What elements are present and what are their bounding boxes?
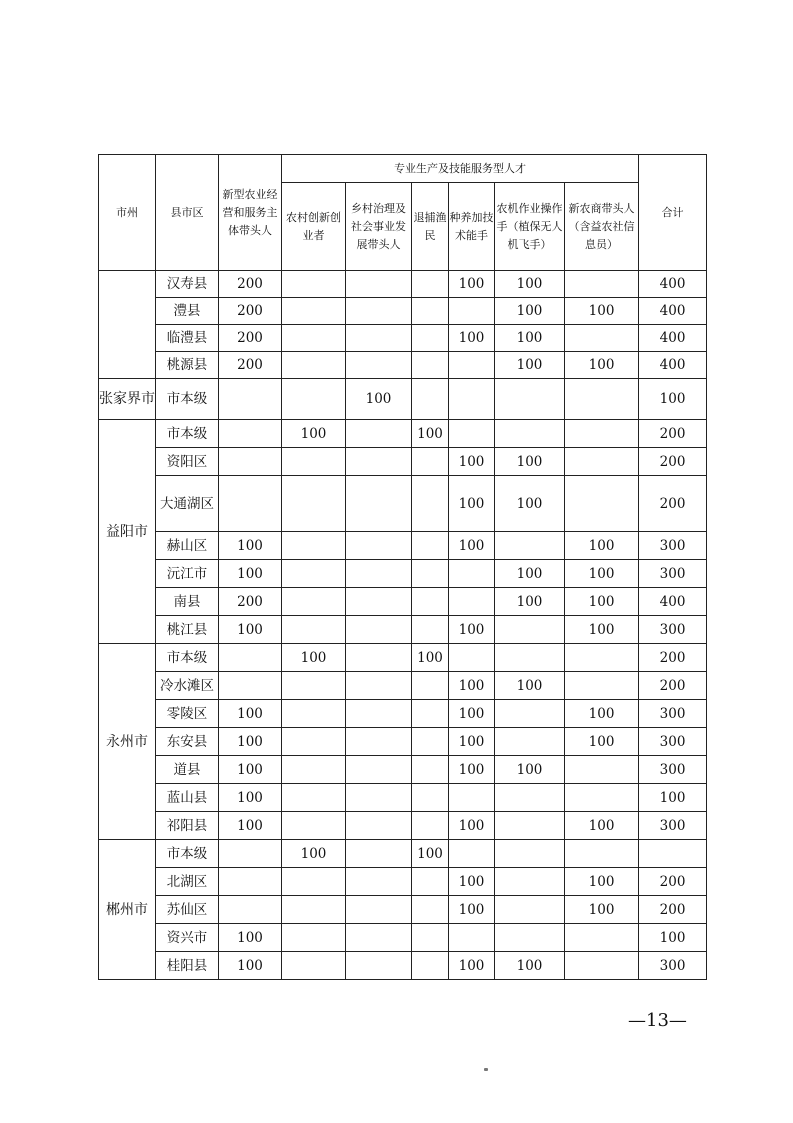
value-cell: 200 xyxy=(219,352,282,379)
total-cell: 200 xyxy=(639,448,707,476)
county-cell: 汉寿县 xyxy=(156,271,219,298)
value-cell xyxy=(282,700,346,728)
total-cell: 400 xyxy=(639,271,707,298)
value-cell xyxy=(412,476,449,532)
value-cell xyxy=(346,476,412,532)
value-cell: 100 xyxy=(412,840,449,868)
total-cell: 300 xyxy=(639,756,707,784)
value-cell xyxy=(346,644,412,672)
value-cell xyxy=(449,588,495,616)
value-cell: 100 xyxy=(449,672,495,700)
value-cell: 100 xyxy=(449,271,495,298)
value-cell xyxy=(495,532,565,560)
value-cell xyxy=(346,298,412,325)
total-cell: 200 xyxy=(639,644,707,672)
value-cell: 100 xyxy=(219,728,282,756)
city-cell: 张家界市 xyxy=(99,379,156,420)
county-cell: 苏仙区 xyxy=(156,896,219,924)
value-cell xyxy=(565,379,639,420)
value-cell xyxy=(412,532,449,560)
value-cell xyxy=(449,352,495,379)
value-cell: 100 xyxy=(565,896,639,924)
value-cell xyxy=(412,448,449,476)
table-row xyxy=(99,924,707,952)
value-cell xyxy=(495,784,565,812)
value-cell: 100 xyxy=(565,352,639,379)
county-cell: 冷水滩区 xyxy=(156,672,219,700)
value-cell xyxy=(495,700,565,728)
value-cell xyxy=(346,352,412,379)
value-cell xyxy=(219,644,282,672)
value-cell xyxy=(412,868,449,896)
total-cell: 300 xyxy=(639,728,707,756)
county-cell: 大通湖区 xyxy=(156,476,219,532)
total-cell: 300 xyxy=(639,812,707,840)
value-cell: 100 xyxy=(449,448,495,476)
value-cell: 100 xyxy=(449,812,495,840)
value-cell xyxy=(565,840,639,868)
value-cell xyxy=(282,868,346,896)
value-cell xyxy=(449,840,495,868)
value-cell xyxy=(346,560,412,588)
value-cell xyxy=(282,952,346,980)
county-cell: 临澧县 xyxy=(156,325,219,352)
value-cell xyxy=(346,448,412,476)
total-cell: 200 xyxy=(639,420,707,448)
value-cell: 100 xyxy=(449,952,495,980)
table-row xyxy=(99,700,707,728)
total-cell: 400 xyxy=(639,352,707,379)
value-cell xyxy=(219,896,282,924)
value-cell xyxy=(346,924,412,952)
value-cell: 100 xyxy=(449,700,495,728)
value-cell xyxy=(565,952,639,980)
value-cell xyxy=(495,924,565,952)
value-cell: 100 xyxy=(449,868,495,896)
table-body xyxy=(99,271,707,980)
value-cell: 200 xyxy=(219,325,282,352)
table-row xyxy=(99,588,707,616)
value-cell xyxy=(219,672,282,700)
value-cell xyxy=(495,616,565,644)
total-cell: 300 xyxy=(639,700,707,728)
total-cell: 300 xyxy=(639,560,707,588)
value-cell xyxy=(346,616,412,644)
county-cell: 市本级 xyxy=(156,644,219,672)
table-row xyxy=(99,840,707,868)
total-cell: 100 xyxy=(639,924,707,952)
value-cell: 100 xyxy=(449,476,495,532)
value-cell xyxy=(412,812,449,840)
table-row xyxy=(99,560,707,588)
county-cell: 资兴市 xyxy=(156,924,219,952)
value-cell: 100 xyxy=(495,560,565,588)
value-cell xyxy=(346,325,412,352)
value-cell xyxy=(449,379,495,420)
value-cell xyxy=(449,420,495,448)
value-cell: 100 xyxy=(495,271,565,298)
header-rural-innovator: 农村创新创业者 xyxy=(282,183,346,271)
value-cell xyxy=(565,672,639,700)
county-cell: 桃源县 xyxy=(156,352,219,379)
value-cell: 100 xyxy=(565,812,639,840)
value-cell xyxy=(346,756,412,784)
header-retired-fisher: 退捕渔民 xyxy=(412,183,449,271)
county-cell: 北湖区 xyxy=(156,868,219,896)
value-cell xyxy=(346,728,412,756)
value-cell xyxy=(346,271,412,298)
county-cell: 资阳区 xyxy=(156,448,219,476)
value-cell xyxy=(412,924,449,952)
city-cell xyxy=(99,271,156,379)
value-cell xyxy=(565,420,639,448)
value-cell xyxy=(412,700,449,728)
county-cell: 祁阳县 xyxy=(156,812,219,840)
value-cell xyxy=(495,896,565,924)
value-cell: 100 xyxy=(495,476,565,532)
value-cell: 100 xyxy=(219,784,282,812)
total-cell: 100 xyxy=(639,379,707,420)
header-city: 市州 xyxy=(99,155,156,271)
total-cell: 400 xyxy=(639,325,707,352)
value-cell: 100 xyxy=(565,700,639,728)
value-cell: 100 xyxy=(412,644,449,672)
county-cell: 市本级 xyxy=(156,420,219,448)
value-cell xyxy=(565,644,639,672)
value-cell xyxy=(282,448,346,476)
value-cell xyxy=(412,298,449,325)
county-cell: 沅江市 xyxy=(156,560,219,588)
value-cell: 100 xyxy=(449,532,495,560)
value-cell xyxy=(282,271,346,298)
value-cell: 200 xyxy=(219,298,282,325)
table-row xyxy=(99,420,707,448)
value-cell: 100 xyxy=(219,560,282,588)
county-cell: 桂阳县 xyxy=(156,952,219,980)
value-cell xyxy=(282,325,346,352)
county-cell: 桃江县 xyxy=(156,616,219,644)
city-cell: 郴州市 xyxy=(99,840,156,980)
value-cell xyxy=(282,560,346,588)
value-cell xyxy=(565,924,639,952)
value-cell: 100 xyxy=(495,672,565,700)
allocation-table-container xyxy=(98,154,706,980)
value-cell xyxy=(412,560,449,588)
county-cell: 东安县 xyxy=(156,728,219,756)
total-cell: 300 xyxy=(639,952,707,980)
table-row xyxy=(99,448,707,476)
value-cell: 100 xyxy=(282,644,346,672)
total-cell: 200 xyxy=(639,868,707,896)
value-cell xyxy=(282,924,346,952)
value-cell xyxy=(282,352,346,379)
value-cell xyxy=(412,325,449,352)
county-cell: 南县 xyxy=(156,588,219,616)
value-cell: 100 xyxy=(565,298,639,325)
value-cell xyxy=(282,728,346,756)
value-cell xyxy=(282,379,346,420)
value-cell: 100 xyxy=(449,616,495,644)
table-row xyxy=(99,352,707,379)
value-cell xyxy=(412,616,449,644)
value-cell: 100 xyxy=(449,756,495,784)
value-cell xyxy=(412,271,449,298)
table-row xyxy=(99,616,707,644)
value-cell xyxy=(346,672,412,700)
value-cell xyxy=(219,420,282,448)
value-cell xyxy=(412,784,449,812)
value-cell xyxy=(412,728,449,756)
value-cell xyxy=(282,298,346,325)
value-cell xyxy=(565,271,639,298)
value-cell xyxy=(565,476,639,532)
value-cell xyxy=(346,420,412,448)
value-cell xyxy=(282,588,346,616)
value-cell xyxy=(282,476,346,532)
value-cell xyxy=(565,448,639,476)
value-cell xyxy=(282,672,346,700)
value-cell: 200 xyxy=(219,271,282,298)
header-professional-group: 专业生产及技能服务型人才 xyxy=(282,155,639,183)
value-cell xyxy=(346,812,412,840)
value-cell xyxy=(282,784,346,812)
county-cell: 市本级 xyxy=(156,840,219,868)
value-cell xyxy=(282,756,346,784)
value-cell xyxy=(495,728,565,756)
table-row xyxy=(99,896,707,924)
table-row xyxy=(99,644,707,672)
value-cell: 100 xyxy=(565,560,639,588)
value-cell: 100 xyxy=(495,325,565,352)
value-cell: 100 xyxy=(565,616,639,644)
county-cell: 道县 xyxy=(156,756,219,784)
table-row xyxy=(99,784,707,812)
table-row xyxy=(99,271,707,298)
value-cell: 100 xyxy=(495,756,565,784)
value-cell: 100 xyxy=(495,588,565,616)
value-cell xyxy=(412,352,449,379)
value-cell xyxy=(495,840,565,868)
county-cell: 赫山区 xyxy=(156,532,219,560)
value-cell: 100 xyxy=(449,896,495,924)
value-cell xyxy=(565,756,639,784)
county-cell: 市本级 xyxy=(156,379,219,420)
value-cell xyxy=(565,784,639,812)
table-row xyxy=(99,868,707,896)
value-cell xyxy=(346,784,412,812)
value-cell: 100 xyxy=(565,728,639,756)
page-number: —13— xyxy=(628,1010,687,1031)
value-cell xyxy=(565,325,639,352)
value-cell: 100 xyxy=(495,298,565,325)
value-cell xyxy=(346,588,412,616)
value-cell xyxy=(495,379,565,420)
scan-speck xyxy=(484,1068,488,1071)
table-row xyxy=(99,325,707,352)
total-cell: 300 xyxy=(639,616,707,644)
value-cell: 100 xyxy=(565,532,639,560)
table-row xyxy=(99,298,707,325)
value-cell xyxy=(346,896,412,924)
value-cell: 100 xyxy=(449,728,495,756)
value-cell xyxy=(282,896,346,924)
table-row xyxy=(99,728,707,756)
header-ecommerce-leader: 新农商带头人（含益农社信息员） xyxy=(565,183,639,271)
county-cell: 澧县 xyxy=(156,298,219,325)
total-cell: 200 xyxy=(639,672,707,700)
value-cell xyxy=(495,644,565,672)
total-cell: 300 xyxy=(639,532,707,560)
value-cell: 100 xyxy=(565,588,639,616)
table-row xyxy=(99,379,707,420)
value-cell xyxy=(449,924,495,952)
value-cell xyxy=(495,812,565,840)
header-machinery-operator: 农机作业操作手（植保无人机飞手） xyxy=(495,183,565,271)
value-cell xyxy=(346,532,412,560)
value-cell xyxy=(412,896,449,924)
value-cell xyxy=(412,379,449,420)
value-cell xyxy=(449,644,495,672)
value-cell xyxy=(449,784,495,812)
header-new-agri-leader: 新型农业经营和服务主体带头人 xyxy=(219,155,282,271)
value-cell xyxy=(449,298,495,325)
value-cell: 200 xyxy=(219,588,282,616)
total-cell: 400 xyxy=(639,298,707,325)
value-cell: 100 xyxy=(565,868,639,896)
city-cell: 益阳市 xyxy=(99,420,156,644)
value-cell xyxy=(412,952,449,980)
allocation-table xyxy=(98,154,707,980)
table-row xyxy=(99,952,707,980)
value-cell: 100 xyxy=(495,448,565,476)
value-cell xyxy=(346,868,412,896)
table-row xyxy=(99,476,707,532)
table-row xyxy=(99,532,707,560)
header-breeding-expert: 种养加技术能手 xyxy=(449,183,495,271)
value-cell: 100 xyxy=(219,756,282,784)
value-cell: 100 xyxy=(219,700,282,728)
value-cell: 100 xyxy=(282,840,346,868)
value-cell xyxy=(495,868,565,896)
value-cell xyxy=(219,476,282,532)
value-cell: 100 xyxy=(449,325,495,352)
value-cell: 100 xyxy=(495,352,565,379)
value-cell xyxy=(412,756,449,784)
value-cell: 100 xyxy=(219,812,282,840)
value-cell xyxy=(282,812,346,840)
value-cell xyxy=(412,672,449,700)
value-cell: 100 xyxy=(219,616,282,644)
value-cell: 100 xyxy=(412,420,449,448)
total-cell: 100 xyxy=(639,784,707,812)
header-county: 县市区 xyxy=(156,155,219,271)
total-cell: 200 xyxy=(639,896,707,924)
value-cell xyxy=(219,448,282,476)
total-cell: 200 xyxy=(639,476,707,532)
county-cell: 零陵区 xyxy=(156,700,219,728)
value-cell xyxy=(219,379,282,420)
value-cell xyxy=(219,840,282,868)
total-cell: 400 xyxy=(639,588,707,616)
value-cell xyxy=(219,868,282,896)
value-cell xyxy=(346,952,412,980)
value-cell: 100 xyxy=(219,924,282,952)
value-cell xyxy=(282,532,346,560)
table-row xyxy=(99,756,707,784)
value-cell: 100 xyxy=(495,952,565,980)
value-cell xyxy=(346,700,412,728)
city-cell: 永州市 xyxy=(99,644,156,840)
value-cell xyxy=(412,588,449,616)
county-cell: 蓝山县 xyxy=(156,784,219,812)
value-cell: 100 xyxy=(219,952,282,980)
value-cell: 100 xyxy=(282,420,346,448)
table-row xyxy=(99,812,707,840)
header-governance-leader: 乡村治理及社会事业发展带头人 xyxy=(346,183,412,271)
header-row-top xyxy=(99,155,707,183)
value-cell xyxy=(449,560,495,588)
table-row xyxy=(99,672,707,700)
header-total: 合计 xyxy=(639,155,707,271)
total-cell xyxy=(639,840,707,868)
value-cell xyxy=(282,616,346,644)
value-cell xyxy=(495,420,565,448)
value-cell: 100 xyxy=(346,379,412,420)
value-cell xyxy=(346,840,412,868)
value-cell: 100 xyxy=(219,532,282,560)
